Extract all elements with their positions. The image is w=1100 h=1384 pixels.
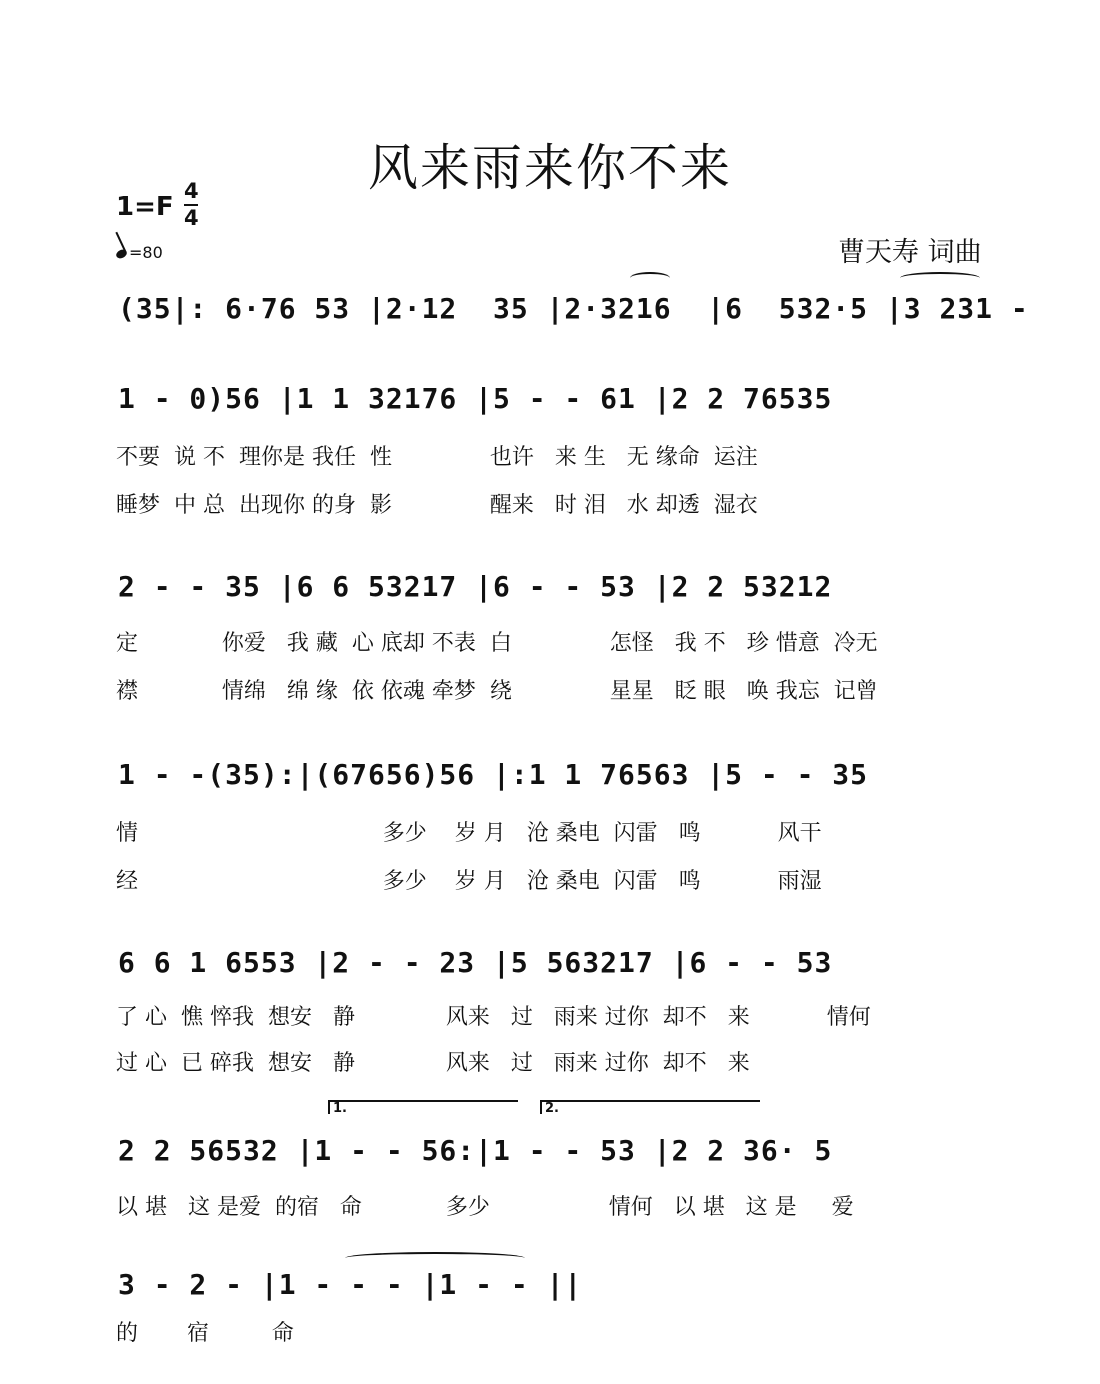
lyrics-line-6: 以 堪 这 是爱 的宿 命 多少 情何 以 堪 这 是 爱 <box>116 1195 854 1220</box>
tempo-marking <box>116 243 163 262</box>
tie <box>630 272 670 284</box>
lyrics-verse-2-line-3: 襟 情绵 绵 缘 依 依魂 牵梦 绕 星星 眨 眼 唤 我忘 记曾 <box>116 679 878 704</box>
notation-line-7: 3 - 2 - |1 - - - |1 - - || <box>118 1268 583 1301</box>
lyrics-line-7: 的 宿 命 <box>116 1321 294 1346</box>
notation-line-4: 1 - -(35):|(67656)56 |:1 1 76563 |5 - - 35 <box>118 758 869 791</box>
lyrics-verse-2-line-2: 睡梦 中 总 出现你 的身 影 醒来 时 泪 水 却透 湿衣 <box>116 493 758 518</box>
notation-line-5: 6 6 1 6553 |2 - - 23 |5 563217 |6 - - 53 <box>118 946 833 979</box>
lyrics-verse-1-line-2: 不要 说 不 理你是 我任 性 也许 来 生 无 缘命 运注 <box>116 445 758 470</box>
time-signature <box>184 180 199 230</box>
quarter-note-icon <box>115 248 128 260</box>
notation-line-1: (35|: 6·76 53 |2·12 35 |2·3216 |6 532·5 |3 231 - <box>118 292 1029 325</box>
lyrics-verse-1-line-4: 情 多少 岁 月 沧 桑电 闪雷 鸣 风干 <box>116 821 822 846</box>
time-signature-top: 4 <box>184 179 199 203</box>
notation-line-6: 2 2 56532 |1 - - 56:|1 - - 53 |2 2 36· 5 <box>118 1134 833 1167</box>
lyrics-verse-1-line-3: 定 你爱 我 藏 心 底却 不表 白 怎怪 我 不 珍 惜意 冷无 <box>116 631 878 656</box>
time-signature-bottom: 4 <box>184 206 199 230</box>
notation-line-3: 2 - - 35 |6 6 53217 |6 - - 53 |2 2 53212 <box>118 570 833 603</box>
lyrics-verse-2-line-5: 过 心 已 碎我 想安 静 风来 过 雨来 过你 却不 来 <box>116 1051 750 1076</box>
lyrics-verse-1-line-5: 了 心 憔 悴我 想安 静 风来 过 雨来 过你 却不 来 情何 <box>116 1005 871 1030</box>
tie <box>900 272 980 284</box>
tie <box>345 1252 525 1264</box>
song-title: 风来雨来你不来 <box>368 139 732 197</box>
lyrics-verse-2-line-4: 经 多少 岁 月 沧 桑电 闪雷 鸣 雨湿 <box>116 869 822 894</box>
notation-line-2: 1 - 0)56 |1 1 32176 |5 - - 61 |2 2 76535 <box>118 382 833 415</box>
tempo-value: =80 <box>129 243 163 262</box>
composer-credit: 曹天寿 词曲 <box>838 237 982 268</box>
volta-first-ending: 1. <box>328 1100 518 1114</box>
key-signature: 1=F <box>116 192 174 222</box>
volta-second-ending: 2. <box>540 1100 760 1114</box>
